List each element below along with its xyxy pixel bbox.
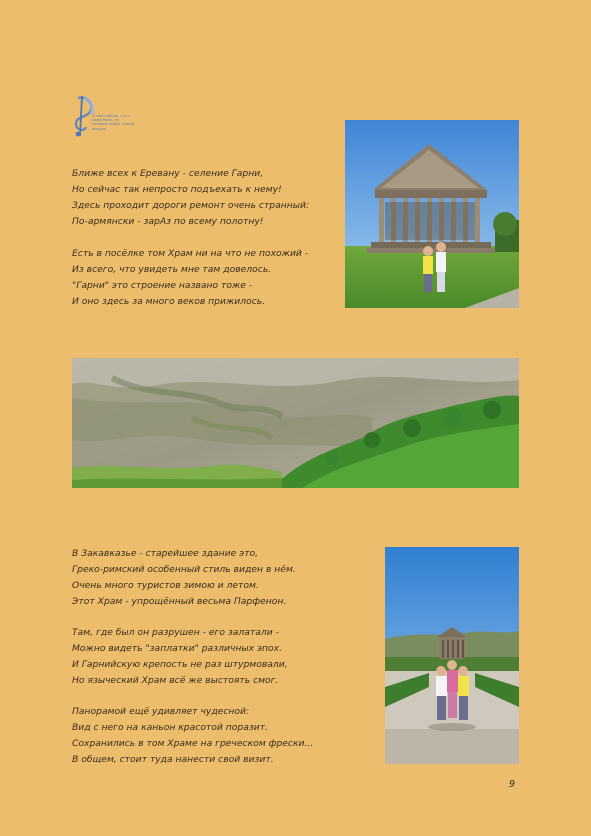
poem-line: Но сейчас так непросто подъехать к нему! — [72, 183, 282, 195]
temple-photo-top — [345, 120, 519, 308]
poem-line: По-армянски - зарАз по всему полотну! — [72, 215, 264, 227]
logo — [70, 94, 134, 138]
stanza-1 — [72, 166, 309, 230]
poem-line: Ближе всех к Еревану - селение Гарни, — [72, 168, 264, 179]
poem-line: В Закавказье - старейшее здание это, — [72, 548, 259, 559]
stanza-2 — [72, 246, 308, 310]
poem-line: И Гарнийскую крепость не раз штурмовали, — [72, 658, 288, 670]
temple-photo-bottom — [385, 547, 519, 764]
poem-line: Сохранились в том Храме на греческом фрески... — [72, 737, 314, 749]
poem-line: Панорамой ещё удивляет чудесной: — [72, 706, 250, 717]
poem-line: В общем, стоит туда нанести свой визит. — [72, 753, 274, 765]
poem-line: Вид с него на каньон красотой поразит. — [72, 721, 269, 733]
poem-line: Греко-римский особенный стиль виден в нём. — [72, 563, 296, 575]
page-number: 9 — [509, 779, 516, 790]
stanza-3 — [72, 546, 296, 610]
stanza-4 — [72, 625, 288, 689]
poem-line: "Гарни" это строение названо тоже - — [72, 279, 253, 291]
poem-line: Есть в посёлке том Храм ни на что не похожий - — [72, 248, 309, 259]
poem-line: Но языческий Храм всё же выстоять смог. — [72, 674, 279, 686]
poem-line: Там, где был он разрушен - его залатали - — [72, 627, 279, 638]
poem-line: Этот Храм - упрощённый весьма Парфенон. — [72, 595, 287, 607]
canyon-panorama-photo — [72, 358, 519, 488]
stanza-5 — [72, 704, 313, 768]
poem-line: Очень много туристов зимою и летом. — [72, 579, 259, 591]
poem-line: Можно видеть "заплатки" различных эпох. — [72, 642, 282, 654]
poem-line: Здесь проходит дороги ремонт очень странный: — [72, 199, 310, 211]
poem-line: И оно здесь за много веков прижилось. — [72, 295, 266, 307]
logo-tagline: О чём-нибудь, что с нами было, по путешествиям, сквозь эмоции — [92, 114, 135, 131]
poem-line: Из всего, что увидеть мне там довелось. — [72, 263, 272, 275]
